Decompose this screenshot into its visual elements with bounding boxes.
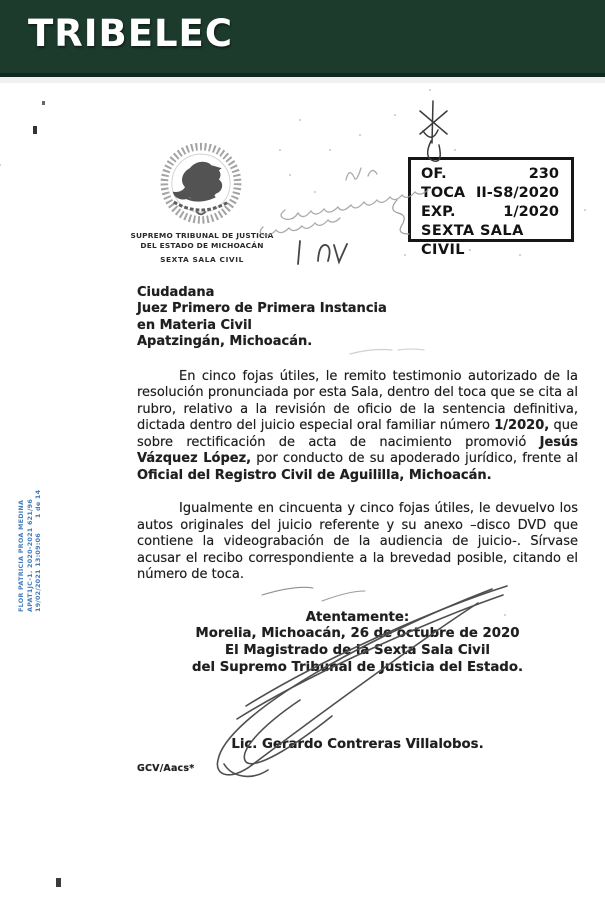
sidebar-note-name: FLOR PATRICIA PROA MEDINA: [17, 499, 25, 612]
addressee-line: Apatzingán, Michoacán.: [137, 334, 313, 350]
signer-name: Lic. Gerardo Contreras Villalobos.: [231, 736, 484, 752]
sidebar-note-ref: APAT1JC-1. 2020-2021 621/96: [25, 498, 34, 612]
letter-body: [137, 285, 578, 774]
addressee-line: Juez Primero de Primera Instancia: [137, 301, 387, 317]
efirma-sidebar-note: [17, 388, 43, 612]
scan-artifact-mark: [56, 878, 61, 887]
closing-place-date: Morelia, Michoacán, 26 de octubre de 2020: [195, 626, 520, 642]
stamp-row-oficio: [421, 165, 559, 184]
brand-logo-text[interactable]: TRIBELEC: [28, 12, 233, 55]
coat-of-arms-icon: [152, 140, 250, 234]
institution-line3: SEXTA SALA CIVIL: [160, 255, 244, 264]
stamp-value: 1/2020: [503, 204, 559, 220]
addressee-line: en Materia Civil: [137, 317, 252, 333]
stamp-footer: SEXTA SALA CIVIL: [421, 223, 524, 258]
site-header: [0, 0, 605, 77]
stamp-value: II-S8/2020: [476, 185, 559, 201]
case-stamp-box: [408, 157, 574, 258]
sidebar-note-datetime: 19/02/2021 13:09:06 1 de 14: [34, 489, 43, 612]
stamp-label: OF.: [421, 166, 447, 182]
addressee-block: [137, 285, 578, 351]
closing-salutation: Atentamente:: [305, 609, 410, 625]
handwritten-note-dark: [298, 241, 347, 264]
closing-signer-title1: El Magistrado de la Sexta Sala Civil: [225, 643, 490, 659]
closing-signer-title2: del Supremo Tribunal de Justicia del Estado.: [191, 660, 524, 676]
paragraph-remission: En cinco fojas útiles, le remito testimonio autorizado de la resolución pronunciada por esta Sala, dentro del toca que se cita al rubro, relativo a la revisión de oficio de la sentencia definitiva, dictada dentro del juicio especial oral familiar número 1/2020, que sobre rectificación de acta de nacimiento promovió Jesús Vázquez López, por conducto de su apoderado jurídico, frente al Oficial del Registro Civil de Aguililla, Michoacán.: [137, 368, 579, 483]
closing-block: [137, 610, 578, 677]
institution-line1: SUPREMO TRIBUNAL DE JUSTICIA: [130, 231, 274, 240]
stamp-label: TOCA: [421, 185, 466, 201]
scan-artifact-mark: [33, 126, 37, 134]
paragraph-devolution: Igualmente en cincuenta y cinco fojas útiles, le devuelvo los autos originales del juicio referente y su anexo –disco DVD que contiene la videograbación de la audiencia de juicio-. Sírvase acusar el recibo correspondiente a la brevedad posible, citando el número de toca.: [137, 501, 578, 583]
institution-caption: [116, 231, 288, 265]
stamp-row-expediente: [421, 203, 559, 222]
stamp-label: EXP.: [421, 204, 456, 220]
stamp-row-toca: [421, 184, 559, 203]
reference-initials: GCV/Aacs*: [137, 762, 195, 774]
stamp-value: 230: [528, 166, 559, 182]
scan-artifact-mark: [42, 101, 45, 105]
addressee-line: Ciudadana: [137, 285, 215, 300]
institution-line2: DEL ESTADO DE MICHOACÁN: [140, 240, 264, 250]
